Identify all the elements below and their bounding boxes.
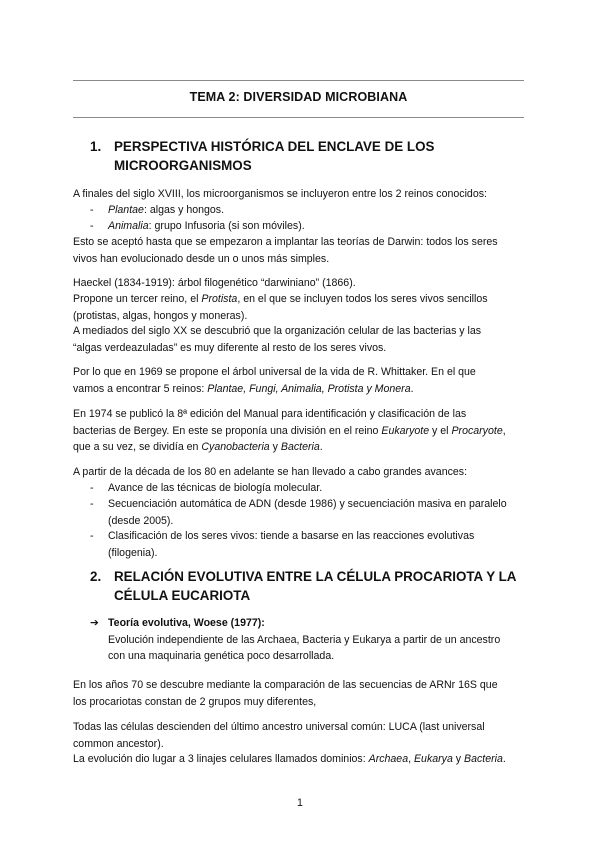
term-protista: Protista xyxy=(201,293,238,305)
paragraph-line: Esto se aceptó hasta que se empezaron a implantar las teorías de Darwin: todos los seres xyxy=(73,236,498,248)
section-1-title-line-1: PERSPECTIVA HISTÓRICA DEL ENCLAVE DE LOS xyxy=(114,139,435,154)
text-run: , en el que se incluyen todos los seres vivos sencillos xyxy=(237,293,488,305)
arrow-bullet-icon: ➔ xyxy=(90,617,99,629)
list-item-text: : algas y hongos. xyxy=(143,204,225,216)
woese-text-line-2: con una maquinaria genética poco desarrollada. xyxy=(108,650,335,662)
list-item-text: Secuenciación automática de ADN (desde 1986) y secuenciación masiva en paralelo xyxy=(108,498,507,510)
text-run: . xyxy=(410,382,414,395)
term-archaea: Archaea xyxy=(368,753,409,765)
title-top-rule xyxy=(73,80,524,81)
section-1-heading xyxy=(90,137,530,175)
list-item-text: : grupo Infusoria (si son móviles). xyxy=(148,220,305,232)
paragraph-protista xyxy=(73,291,533,324)
section-1-title-line-2: MICROORGANISMOS xyxy=(114,158,252,173)
list-dash: - xyxy=(90,204,94,216)
woese-theory-item xyxy=(90,615,530,665)
term-bacteria: Bacteria xyxy=(280,441,320,453)
section-2-number: 2. xyxy=(90,569,102,584)
list-item-text: (desde 2005). xyxy=(108,514,174,527)
list-dash: - xyxy=(90,220,94,232)
document-title: TEMA 2: DIVERSIDAD MICROBIANA xyxy=(189,90,408,104)
list-dash: - xyxy=(90,498,94,510)
section-2-title-line-2: CÉLULA EUCARIOTA xyxy=(114,588,251,603)
list-item-sequencing xyxy=(90,496,530,529)
paragraph-line: En los años 70 se descubre mediante la comparación de las secuencias de ARNr 16S que xyxy=(73,679,498,691)
list-item-molecular-biology xyxy=(90,480,530,497)
paragraph-line: los procariotas constan de 2 grupos muy diferentes, xyxy=(73,695,317,708)
paragraph-darwin xyxy=(73,234,533,267)
text-run: . xyxy=(319,441,323,453)
paragraph-whittaker xyxy=(73,364,533,397)
term-animalia: Animalia xyxy=(108,220,149,232)
paragraph-line: A mediados del siglo XX se descubrió que la organización celular de las bacterias y las xyxy=(73,325,482,337)
paragraph-line: Por lo que en 1969 se propone el árbol universal de la vida de R. Whittaker. En el que xyxy=(73,366,476,378)
paragraph-line: En 1974 se publicó la 8ª edición del Manual para identificación y clasificación de las xyxy=(73,408,467,420)
paragraph-luca xyxy=(73,719,533,752)
list-item-text: Avance de las técnicas de biología molecular. xyxy=(108,482,323,494)
paragraph-advances: A partir de la década de los 80 en adelante se han llevado a cabo grandes avances: xyxy=(73,466,468,478)
text-run: vamos a encontrar 5 reinos: xyxy=(73,382,208,395)
paragraph-arnr-16s xyxy=(73,677,533,710)
text-run: y xyxy=(269,441,281,453)
text-run: , xyxy=(408,753,414,765)
text-run: y xyxy=(452,753,465,765)
text-run: La evolución dio lugar a 3 linajes celulares llamados dominios: xyxy=(73,753,369,765)
term-eukaryote: Eukaryote xyxy=(381,424,430,437)
paragraph-haeckel: Haeckel (1834-1919): árbol filogenético “darwiniano” (1866). xyxy=(73,277,356,289)
page-number: 1 xyxy=(297,797,303,809)
paragraph-line: “algas verdeazuladas” es muy diferente al resto de los seres vivos. xyxy=(73,341,387,354)
title-bottom-rule xyxy=(73,117,524,118)
section-1-number: 1. xyxy=(90,139,102,154)
term-procaryote: Procaryote xyxy=(451,424,503,437)
terms-five-kingdoms: Plantae, Fungi, Animalia, Protista y Monera xyxy=(207,382,411,395)
paragraph-intro: A finales del siglo XVIII, los microorganismos se incluyeron entre los 2 reinos conocidos: xyxy=(73,188,487,200)
paragraph-line: (protistas, algas, hongos y moneras). xyxy=(73,309,248,322)
text-run: , xyxy=(502,424,506,437)
list-dash: - xyxy=(90,482,94,494)
section-2-title-line-1: RELACIÓN EVOLUTIVA ENTRE LA CÉLULA PROCARIOTA Y LA xyxy=(114,569,517,584)
list-item-text: Clasificación de los seres vivos: tiende a basarse en las reacciones evolutivas xyxy=(108,530,475,542)
term-eukarya: Eukarya xyxy=(413,753,453,765)
paragraph-line: Todas las células descienden del último ancestro universal común: LUCA (last universal xyxy=(73,721,485,733)
text-run: bacterias de Bergey. En este se proponía una división en el reino xyxy=(73,424,382,437)
list-dash: - xyxy=(90,530,94,542)
text-run: y el xyxy=(429,424,452,437)
list-item-classification xyxy=(90,528,530,561)
paragraph-three-domains xyxy=(73,751,533,768)
list-item-plantae xyxy=(90,202,530,219)
woese-text-line-1: Evolución independiente de las Archaea, Bacteria y Eukarya a partir de un ancestro xyxy=(108,633,501,646)
term-plantae: Plantae xyxy=(108,204,144,216)
paragraph-line: common ancestor). xyxy=(73,737,164,750)
list-item-text: (filogenia). xyxy=(108,546,158,559)
paragraph-bacteria-organization xyxy=(73,323,533,356)
term-bacteria-domain: Bacteria xyxy=(464,753,503,765)
woese-heading: Teoría evolutiva, Woese (1977): xyxy=(108,617,265,629)
term-cyanobacteria: Cyanobacteria xyxy=(201,441,270,453)
text-run: . xyxy=(502,753,506,765)
paragraph-line: vivos han evolucionado desde un o unos más simples. xyxy=(73,252,330,265)
text-run: que a su vez, se dividía en xyxy=(73,441,202,453)
list-item-animalia xyxy=(90,218,530,235)
paragraph-bergey xyxy=(73,406,533,456)
text-run: Propone un tercer reino, el xyxy=(73,293,202,305)
section-2-heading xyxy=(90,567,530,605)
